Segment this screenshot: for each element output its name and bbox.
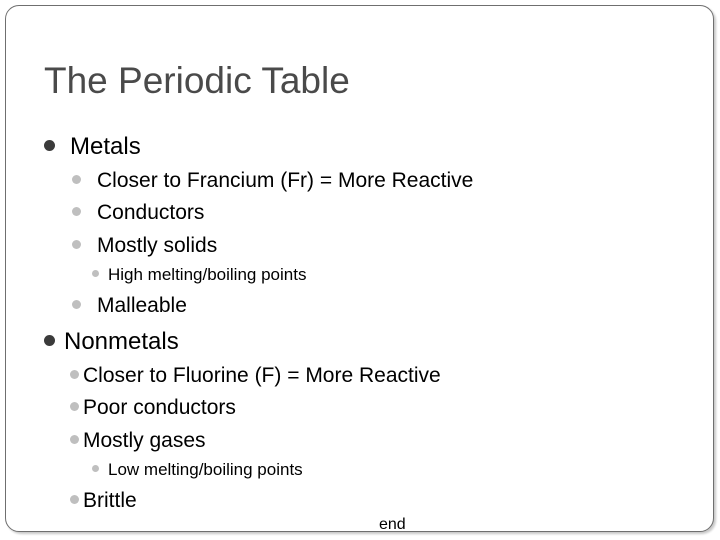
list-item-text: Brittle	[83, 489, 137, 512]
list-item-text: Poor conductors	[83, 396, 236, 419]
bullet-icon	[92, 270, 99, 277]
list-item-text: Closer to Francium (Fr) = More Reactive	[97, 169, 474, 192]
bullet-icon	[70, 402, 79, 411]
list-item-text: Low melting/boiling points	[108, 460, 303, 479]
section-metals	[44, 135, 141, 159]
list-item	[72, 235, 217, 256]
bullet-icon	[72, 300, 81, 309]
end-link[interactable]: end	[379, 516, 406, 533]
list-item-text: Mostly solids	[97, 234, 218, 257]
list-item	[92, 266, 306, 283]
list-item	[72, 170, 473, 191]
bullet-icon	[70, 370, 79, 379]
bullet-icon	[70, 435, 79, 444]
slide-title: The Periodic Table	[44, 60, 350, 101]
list-item-text: High melting/boiling points	[108, 265, 307, 284]
list-item-text: Malleable	[97, 294, 187, 317]
list-item-text: Conductors	[97, 201, 205, 224]
section-heading: Metals	[70, 133, 141, 160]
section-heading: Nonmetals	[64, 328, 179, 355]
bullet-icon	[92, 465, 99, 472]
bullet-icon	[72, 175, 81, 184]
list-item-text: Mostly gases	[83, 429, 206, 452]
bullet-icon	[72, 240, 81, 249]
list-item	[70, 397, 236, 418]
list-item	[70, 365, 441, 386]
list-item	[70, 490, 137, 511]
bullet-icon	[70, 495, 79, 504]
list-item-text: Closer to Fluorine (F) = More Reactive	[83, 364, 441, 387]
bullet-icon	[72, 207, 81, 216]
list-item	[72, 202, 204, 223]
list-item	[70, 430, 206, 451]
list-item	[72, 295, 187, 316]
list-item	[92, 461, 303, 478]
section-nonmetals	[44, 330, 179, 354]
bullet-icon	[44, 335, 55, 346]
bullet-icon	[44, 140, 55, 151]
